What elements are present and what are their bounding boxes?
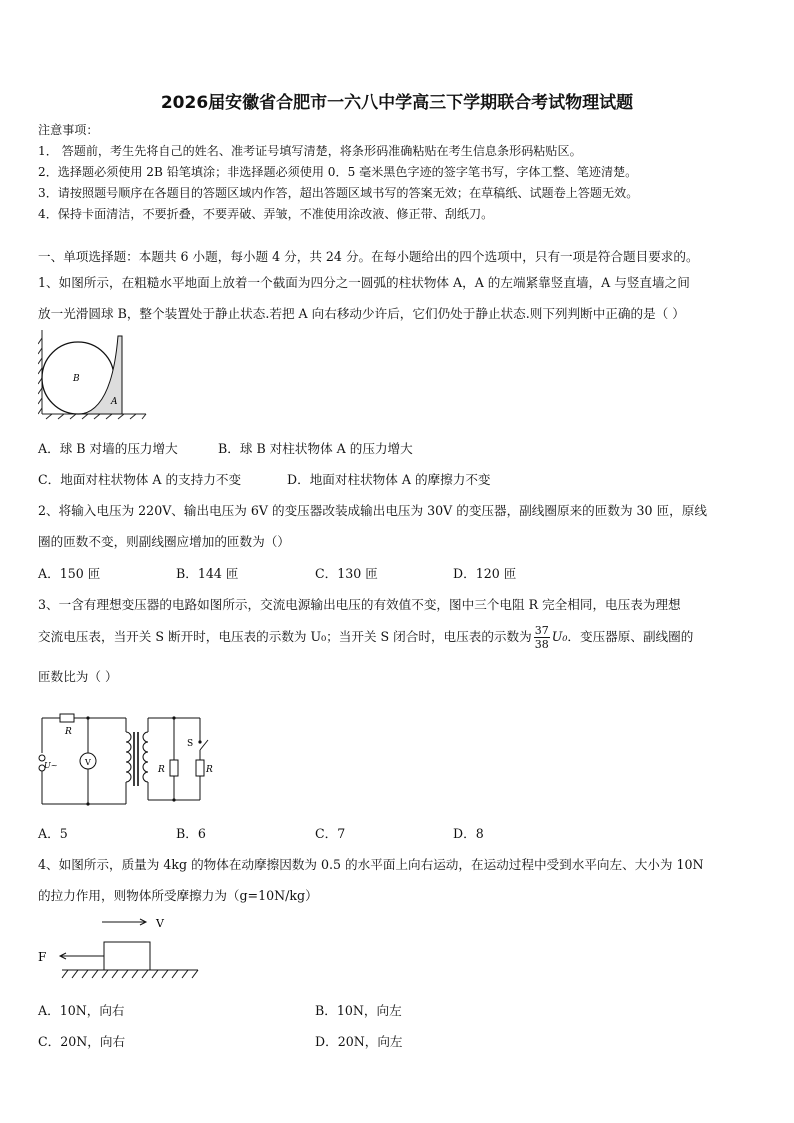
- q4-option-c: C．20N，向右: [38, 1034, 126, 1049]
- notice-item-2: 2．选择题必须使用 2B 铅笔填涂；非选择题必须使用 0．5 毫米黑色字迹的签字笔书写，字体工整、笔迹清楚。: [38, 165, 638, 179]
- q4-figure-label-v: V: [156, 917, 164, 930]
- q3-figure-label-r-top: R: [65, 727, 72, 737]
- q2-stem-line2: 圈的匝数不变，则副线圈应增加的匝数为（）: [38, 534, 290, 549]
- q3-stem-line3: 匝数比为（ ）: [38, 669, 118, 684]
- q4-stem-line1: 4、如图所示，质量为 4kg 的物体在动摩擦因数为 0.5 的水平面上向右运动，在运动过程中受到水平向左、大小为 10N: [38, 857, 704, 872]
- q3-fraction-num: 37: [534, 624, 549, 637]
- q2-option-a: A．150 匝: [38, 566, 101, 581]
- q3-fraction-den: 38: [534, 638, 549, 651]
- q1-option-b: B．球 B 对柱状物体 A 的压力增大: [218, 441, 413, 456]
- q1-figure: [38, 328, 148, 420]
- q3-stem-line2-a: 交流电压表，当开关 S 断开时，电压表的示数为 U₀；当开关 S 闭合时，电压表的示数为: [38, 629, 532, 644]
- q4-figure: [36, 912, 201, 986]
- q1-option-d: D．地面对柱状物体 A 的摩擦力不变: [287, 472, 491, 487]
- q1-figure-label-b: B: [73, 374, 80, 384]
- q3-figure: [38, 708, 218, 808]
- q2-option-b: B．144 匝: [176, 566, 239, 581]
- q1-stem-line2: 放一光滑圆球 B，整个装置处于静止状态.若把 A 向右移动少许后，它们仍处于静止状态.则下列判断中正确的是（ ）: [38, 306, 685, 321]
- q3-option-c: C．7: [315, 826, 346, 841]
- notice-item-1: 1． 答题前，考生先将自己的姓名、准考证号填写清楚，将条形码准确粘贴在考生信息条形码粘贴区。: [38, 144, 582, 158]
- q3-figure-label-v: V: [85, 758, 91, 767]
- q3-option-d: D．8: [453, 826, 484, 841]
- q3-figure-label-s: S: [187, 739, 194, 749]
- q3-option-a: A．5: [38, 826, 68, 841]
- notice-heading: 注意事项：: [38, 123, 99, 137]
- q4-figure-label-f: F: [38, 950, 47, 964]
- q1-option-c: C．地面对柱状物体 A 的支持力不变: [38, 472, 242, 487]
- q4-option-d: D．20N，向左: [315, 1034, 403, 1049]
- q3-stem-line1: 3、一含有理想变压器的电路如图所示，交流电源输出电压的有效值不变，图中三个电阻 R 完全相同，电压表为理想: [38, 597, 681, 612]
- q1-option-a: A．球 B 对墙的压力增大: [38, 441, 178, 456]
- page-title: 2026届安徽省合肥市一六八中学高三下学期联合考试物理试题: [160, 93, 634, 113]
- q3-stem-line2-b: ．变压器原、副线圈的: [567, 629, 694, 644]
- q2-stem-line1: 2、将输入电压为 220V、输出电压为 6V 的变压器改装成输出电压为 30V 的变压器，副线圈原来的匝数为 30 匝，原线: [38, 503, 707, 518]
- q4-option-b: B．10N，向左: [315, 1003, 402, 1018]
- q2-option-c: C．130 匝: [315, 566, 378, 581]
- q3-figure-label-u: U~: [44, 761, 58, 770]
- q3-option-b: B．6: [176, 826, 206, 841]
- q3-fraction: [534, 624, 550, 651]
- q3-stem-line2: [38, 620, 693, 654]
- q3-figure-label-r-left: R: [158, 765, 165, 775]
- q2-option-d: D．120 匝: [453, 566, 517, 581]
- notice-item-4: 4．保持卡面清洁，不要折叠，不要弄破、弄皱，不准使用涂改液、修正带、刮纸刀。: [38, 207, 494, 221]
- q3-figure-label-r-right: R: [206, 765, 213, 775]
- q3-u0: U₀: [551, 629, 568, 644]
- q4-stem-line2: 的拉力作用，则物体所受摩擦力为（g=10N/kg）: [38, 888, 318, 903]
- notice-item-3: 3．请按照题号顺序在各题目的答题区域内作答，超出答题区域书写的答案无效；在草稿纸、试题卷上答题无效。: [38, 186, 639, 200]
- q1-stem-line1: 1、如图所示，在粗糙水平地面上放着一个截面为四分之一圆弧的柱状物体 A，A 的左端紧靠竖直墙，A 与竖直墙之间: [38, 275, 690, 290]
- q4-option-a: A．10N，向右: [38, 1003, 125, 1018]
- q1-figure-label-a: A: [111, 397, 118, 407]
- section-heading: 一、单项选择题：本题共 6 小题，每小题 4 分，共 24 分。在每小题给出的四个选项中，只有一项是符合题目要求的。: [38, 249, 699, 264]
